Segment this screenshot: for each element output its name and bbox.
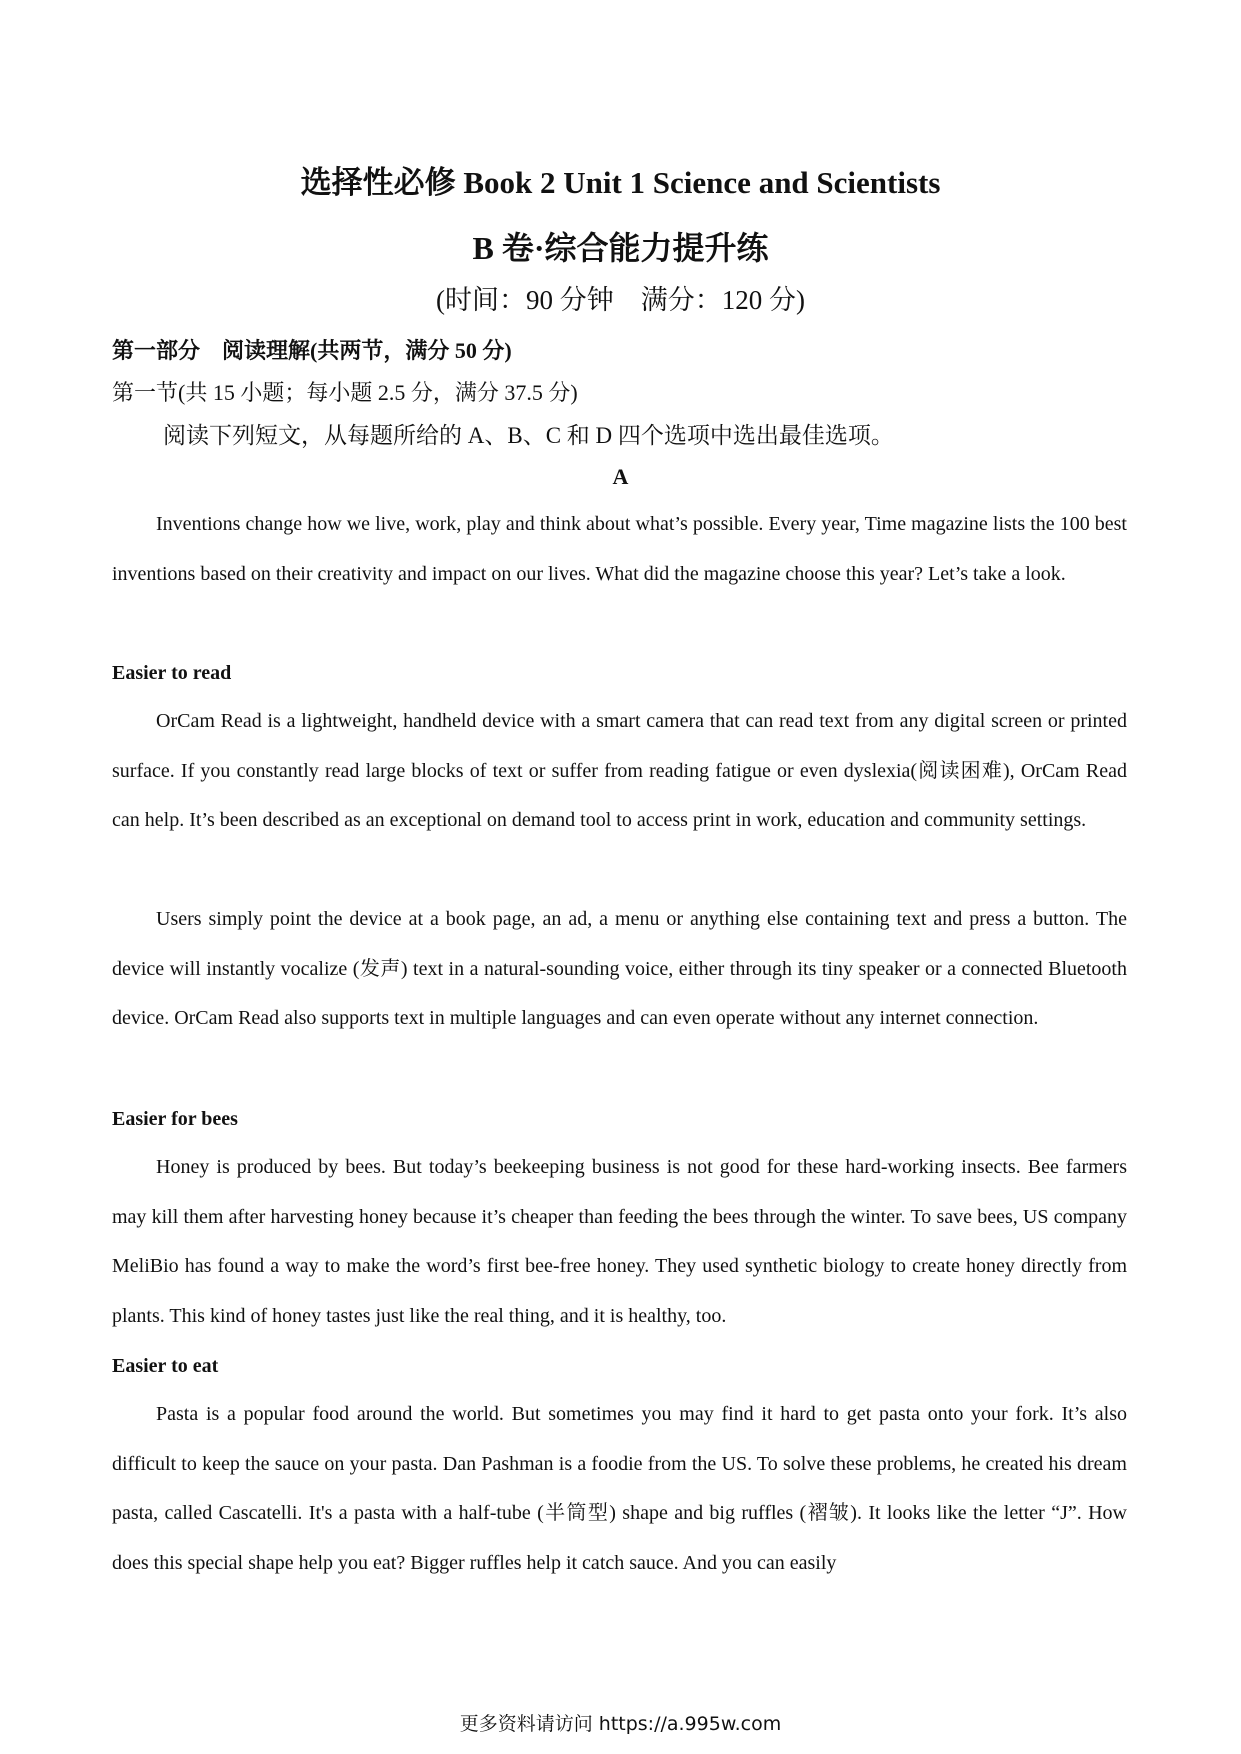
document-title: 选择性必修 Book 2 Unit 1 Science and Scientists [300, 165, 941, 200]
paragraph-pasta: Pasta is a popular food around the world. But sometimes you may find it hard to get pasta onto your fork. It’s also difficult to keep the sauce on your pasta. Dan Pashman is a foodie from the US. To solve these problems, he created his dream pasta, called Cascatelli. It's a pasta with a half-tube (半筒型) shape and big ruffles (褶皱). It looks like the letter “J”. How does this special shape help you eat? Bigger ruffles help it catch sauce. And you can easily [112, 1403, 1127, 1574]
paragraph-orcam-2: Users simply point the device at a book page, an ad, a menu or anything else containing text and press a button. The device will instantly vocalize (发声) text in a natural-sounding voice, either through its tiny speaker or a connected Bluetooth device. OrCam Read also supports text in multiple languages and can even operate without any internet connection. [112, 908, 1127, 1029]
passage-intro: Inventions change how we live, work, play and think about what’s possible. Every year, Time magazine lists the 100 best inventions based on their creativity and impact on our lives. What did the magazine choose this year? Let’s take a look. [112, 513, 1127, 585]
section-heading-bees: Easier for bees [112, 1108, 238, 1130]
section-heading-read: Easier to read [112, 662, 232, 684]
section-heading: 第一节(共 15 小题；每小题 2.5 分，满分 37.5 分) [112, 380, 578, 405]
section-heading-eat: Easier to eat [112, 1355, 219, 1377]
passage-letter: A [612, 464, 629, 489]
paragraph-orcam-1: OrCam Read is a lightweight, handheld device with a smart camera that can read text from any digital screen or printed surface. If you constantly read large blocks of text or suffer from reading fatigue or even dyslexia(阅读困难), OrCam Read can help. It’s been described as an exceptional on demand tool to access print in work, education and community settings. [112, 710, 1127, 831]
footer-link-text: 更多资料请访问 https://a.995w.com [459, 1713, 782, 1735]
instruction-text: 阅读下列短文，从每题所给的 A、B、C 和 D 四个选项中选出最佳选项。 [163, 423, 894, 448]
document-subtitle: B 卷·综合能力提升练 [472, 230, 769, 266]
exam-time-score: (时间：90 分钟 满分：120 分) [436, 285, 805, 315]
part-heading: 第一部分 阅读理解(共两节，满分 50 分) [112, 338, 512, 363]
paragraph-bees: Honey is produced by bees. But today’s beekeeping business is not good for these hard-working insects. Bee farmers may kill them after harvesting honey because it’s cheaper than feeding the bees through the winter. To save bees, US company MeliBio has found a way to make the word’s first bee-free honey. They used synthetic biology to create honey directly from plants. This kind of honey tastes just like the real thing, and it is healthy, too. [112, 1156, 1127, 1327]
